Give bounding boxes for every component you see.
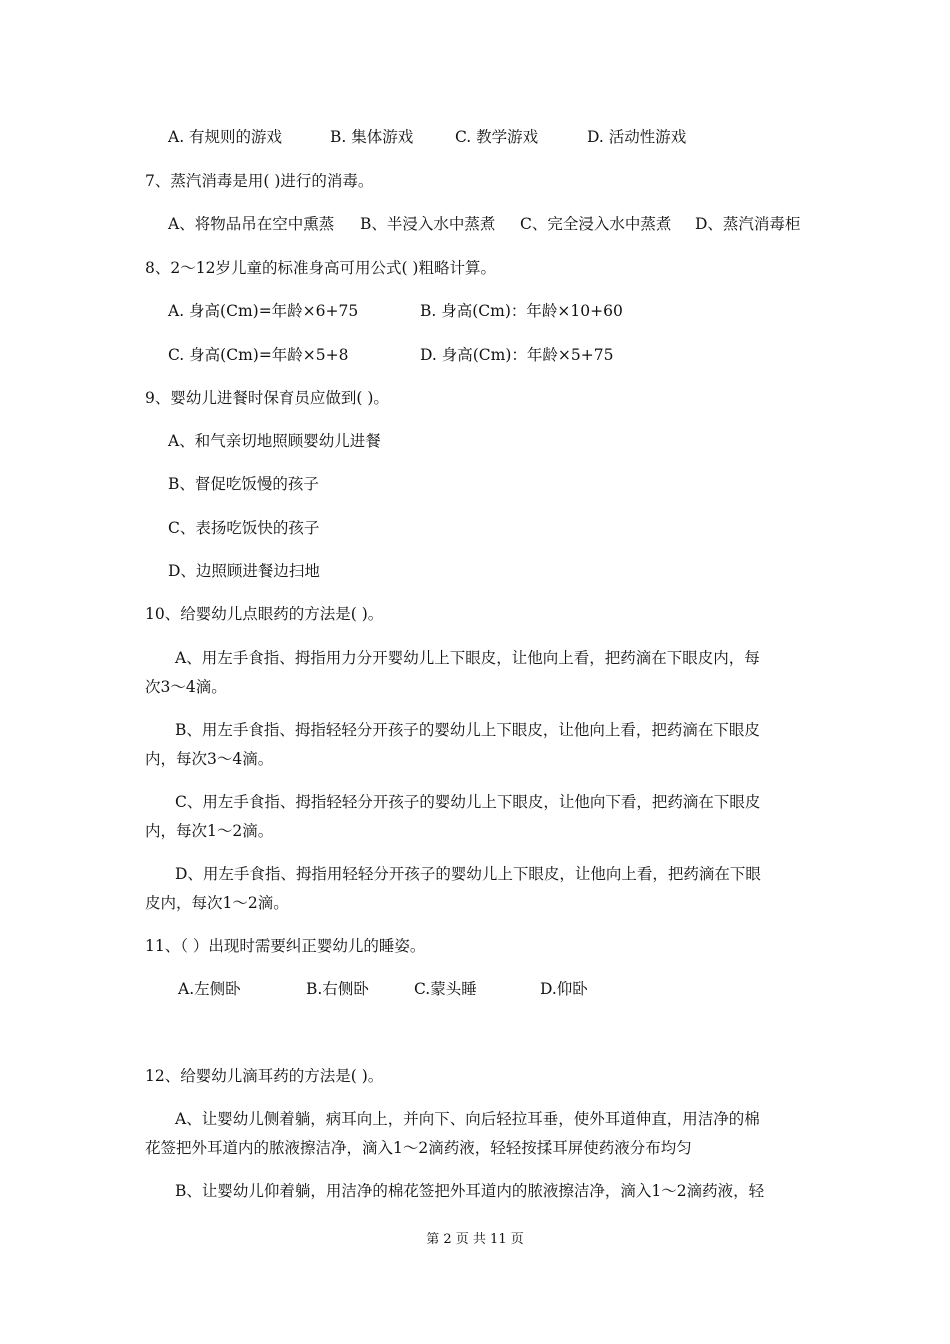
q10-option-b-line1: B、用左手食指、拇指轻轻分开孩子的婴幼儿上下眼皮，让他向上看，把药滴在下眼皮	[175, 721, 760, 739]
q7-option-d: D、蒸汽消毒柜	[695, 215, 801, 233]
q7-question: 7、蒸汽消毒是用( )进行的消毒。	[145, 172, 374, 190]
q10-option-b-line2: 内，每次3～4滴。	[145, 750, 274, 768]
q11-option-b: B.右侧卧	[306, 980, 369, 998]
q12-question: 12、给婴幼儿滴耳药的方法是( )。	[145, 1067, 384, 1085]
q6-option-a: A. 有规则的游戏	[168, 128, 283, 146]
q9-question: 9、婴幼儿进餐时保育员应做到( )。	[145, 389, 389, 407]
q10-option-d-line1: D、用左手食指、拇指用轻轻分开孩子的婴幼儿上下眼皮，让他向上看，把药滴在下眼	[175, 865, 761, 883]
q8-option-c: C. 身高(Cm)=年龄×5+8	[168, 346, 349, 364]
q6-option-d: D. 活动性游戏	[587, 128, 687, 146]
q6-option-b: B. 集体游戏	[330, 128, 414, 146]
q10-option-d-line2: 皮内，每次1～2滴。	[145, 894, 289, 912]
q10-option-c-line2: 内，每次1～2滴。	[145, 822, 274, 840]
q10-question: 10、给婴幼儿点眼药的方法是( )。	[145, 605, 384, 623]
q12-option-b-line1: B、让婴幼儿仰着躺，用洁净的棉花签把外耳道内的脓液擦洁净，滴入1～2滴药液，轻	[175, 1182, 765, 1200]
q9-option-b: B、督促吃饭慢的孩子	[168, 475, 319, 493]
q10-option-a-line1: A、用左手食指、拇指用力分开婴幼儿上下眼皮，让他向上看，把药滴在下眼皮内，每	[175, 649, 760, 667]
q9-option-d: D、边照顾进餐边扫地	[168, 562, 320, 580]
q10-option-c-line1: C、用左手食指、拇指轻轻分开孩子的婴幼儿上下眼皮，让他向下看，把药滴在下眼皮	[175, 793, 761, 811]
q7-option-b: B、半浸入水中蒸煮	[360, 215, 496, 233]
q9-option-a: A、和气亲切地照顾婴幼儿进餐	[168, 432, 381, 450]
q11-question: 11、（ ）出现时需要纠正婴幼儿的睡姿。	[145, 937, 426, 955]
page-footer: 第 2 页 共 11 页	[426, 1232, 524, 1247]
q10-option-a-line2: 次3～4滴。	[145, 678, 227, 696]
q12-option-a-line1: A、让婴幼儿侧着躺，病耳向上，并向下、向后轻拉耳垂，使外耳道伸直，用洁净的棉	[175, 1110, 760, 1128]
q11-option-d: D.仰卧	[540, 980, 588, 998]
q8-option-b: B. 身高(Cm)：年龄×10+60	[420, 302, 623, 320]
q6-option-c: C. 教学游戏	[455, 128, 539, 146]
q8-option-a: A. 身高(Cm)=年龄×6+75	[168, 302, 359, 320]
q8-option-d: D. 身高(Cm)：年龄×5+75	[420, 346, 614, 364]
q7-option-c: C、完全浸入水中蒸煮	[520, 215, 672, 233]
q7-option-a: A、将物品吊在空中熏蒸	[168, 215, 335, 233]
q11-option-c: C.蒙头睡	[414, 980, 477, 998]
q11-option-a: A.左侧卧	[178, 980, 241, 998]
q8-question: 8、2～12岁儿童的标准身高可用公式( )粗略计算。	[145, 259, 496, 277]
q12-option-a-line2: 花签把外耳道内的脓液擦洁净，滴入1～2滴药液，轻轻按揉耳屏使药液分布均匀	[145, 1139, 692, 1157]
q9-option-c: C、表扬吃饭快的孩子	[168, 519, 320, 537]
